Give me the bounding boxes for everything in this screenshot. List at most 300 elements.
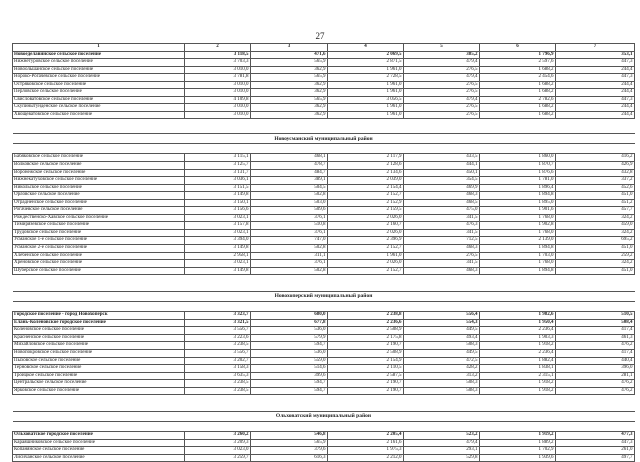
district-heading-row bbox=[13, 412, 635, 422]
value-cell: 2 152,7 bbox=[328, 245, 404, 253]
value-cell: 2 236,6 bbox=[328, 319, 404, 327]
value-cell: 556,4 bbox=[404, 312, 480, 320]
value-cell: 3 157,8 bbox=[185, 222, 251, 230]
settlement-row bbox=[13, 252, 635, 260]
value-cell: 3 023,1 bbox=[185, 214, 251, 222]
value-cell: 447,3 bbox=[556, 74, 635, 82]
settlement-row bbox=[13, 229, 635, 237]
value-cell: 461,3 bbox=[556, 334, 635, 342]
settlement-name-cell: Нижнекатуховское сельское поселение bbox=[13, 177, 185, 185]
budget-table bbox=[12, 43, 635, 462]
value-cell: 2 152,9 bbox=[328, 199, 404, 207]
value-cell: 546,8 bbox=[251, 432, 328, 440]
value-cell: 2 236,4 bbox=[480, 327, 556, 335]
value-cell: 313,2 bbox=[404, 372, 480, 380]
value-cell: 376,1 bbox=[251, 260, 328, 268]
value-cell: 341,5 bbox=[404, 214, 480, 222]
value-cell: 244,4 bbox=[556, 66, 635, 74]
value-cell: 2 139,0 bbox=[480, 237, 556, 245]
value-cell: 2 154,9 bbox=[328, 357, 404, 365]
page-number: 27 bbox=[315, 31, 325, 41]
value-cell: 1 961,0 bbox=[328, 81, 404, 89]
settlement-row bbox=[13, 334, 635, 342]
value-cell: 3 125,7 bbox=[185, 162, 251, 170]
value-cell: 276,5 bbox=[404, 66, 480, 74]
value-cell: 565,9 bbox=[251, 96, 328, 104]
settlement-name-cell: Остряковское сельское поселение bbox=[13, 81, 185, 89]
value-cell: 2 117,9 bbox=[328, 154, 404, 162]
value-cell: 447,3 bbox=[556, 59, 635, 67]
settlement-row bbox=[13, 267, 635, 275]
settlement-name-cell: Ярковское сельское поселение bbox=[13, 387, 185, 395]
value-cell: 1 796,9 bbox=[480, 51, 556, 59]
value-cell: 3 010,0 bbox=[185, 111, 251, 119]
value-cell: 3 023,1 bbox=[185, 229, 251, 237]
value-cell: 244,4 bbox=[556, 81, 635, 89]
settlement-name-cell: Бабяковское сельское поселение bbox=[13, 154, 185, 162]
value-cell: 559,0 bbox=[251, 357, 328, 365]
value-cell: 2 069,5 bbox=[328, 51, 404, 59]
settlement-name-cell: Копанянское сельское поселение bbox=[13, 447, 185, 455]
value-cell: 417,4 bbox=[556, 327, 635, 335]
value-cell: 2 597,6 bbox=[480, 59, 556, 67]
value-cell: 451,2 bbox=[556, 199, 635, 207]
value-cell: 529,8 bbox=[404, 454, 480, 462]
value-cell: 1 838,1 bbox=[480, 365, 556, 373]
column-number-cell: 4 bbox=[328, 44, 404, 52]
value-cell: 616,3 bbox=[251, 454, 328, 462]
value-cell: 376,1 bbox=[251, 229, 328, 237]
district-heading-row bbox=[13, 134, 635, 144]
value-cell: 337,2 bbox=[556, 177, 635, 185]
value-cell: 476,2 bbox=[556, 387, 635, 395]
settlement-row bbox=[13, 357, 635, 365]
value-cell: 276,5 bbox=[404, 111, 480, 119]
settlement-row bbox=[13, 387, 635, 395]
value-cell: 362,9 bbox=[251, 104, 328, 112]
value-cell: 2 154,4 bbox=[328, 184, 404, 192]
value-cell: 1 975,3 bbox=[328, 447, 404, 455]
value-cell: 354,5 bbox=[404, 177, 480, 185]
settlement-name-cell: Рождественско-Хавское сельское поселение bbox=[13, 214, 185, 222]
value-cell: 399,6 bbox=[251, 372, 328, 380]
value-cell: 510,8 bbox=[251, 222, 328, 230]
value-cell: 341,5 bbox=[404, 229, 480, 237]
value-cell: 3 158,3 bbox=[185, 365, 251, 373]
value-cell: 536,0 bbox=[251, 327, 328, 335]
value-cell: 508,3 bbox=[404, 387, 480, 395]
value-cell: 2 026,0 bbox=[328, 229, 404, 237]
value-cell: 1 889,2 bbox=[480, 439, 556, 447]
value-cell: 1 961,0 bbox=[328, 104, 404, 112]
value-cell: 362,9 bbox=[251, 81, 328, 89]
value-cell: 3 223,6 bbox=[185, 334, 251, 342]
value-cell: 1 894,8 bbox=[480, 192, 556, 200]
value-cell: 3 156,6 bbox=[185, 207, 251, 215]
settlement-name-cell: Центральское сельское поселение bbox=[13, 380, 185, 388]
value-cell: 476,2 bbox=[556, 380, 635, 388]
value-cell: 594,7 bbox=[251, 380, 328, 388]
value-cell: 2 190,7 bbox=[328, 387, 404, 395]
value-cell: 1 688,2 bbox=[480, 111, 556, 119]
value-cell: 1 950,4 bbox=[480, 319, 556, 327]
value-cell: 3 115,1 bbox=[185, 154, 251, 162]
value-cell: 475,0 bbox=[404, 207, 480, 215]
settlement-row bbox=[13, 51, 635, 59]
settlement-row bbox=[13, 327, 635, 335]
value-cell: 2 134,6 bbox=[328, 169, 404, 177]
value-cell: 1 896,4 bbox=[480, 184, 556, 192]
value-cell: 3 023,0 bbox=[185, 447, 251, 455]
settlement-row bbox=[13, 372, 635, 380]
column-number-row bbox=[13, 44, 635, 52]
value-cell: 276,5 bbox=[404, 89, 480, 97]
value-cell: 2 212,0 bbox=[328, 454, 404, 462]
settlement-name-cell: Нороко-Рогачевское сельское поселение bbox=[13, 74, 185, 82]
value-cell: 3 202,7 bbox=[185, 357, 251, 365]
value-cell: 695,2 bbox=[556, 237, 635, 245]
value-cell: 509,6 bbox=[251, 207, 328, 215]
settlement-name-cell: Коленовское сельское поселение bbox=[13, 327, 185, 335]
value-cell: 2 160,7 bbox=[328, 222, 404, 230]
column-number-cell: 1 bbox=[13, 44, 185, 52]
settlement-row bbox=[13, 312, 635, 320]
section-spacer bbox=[13, 395, 635, 412]
value-cell: 479,4 bbox=[404, 59, 480, 67]
district-heading-row bbox=[13, 292, 635, 302]
value-cell: 3 238,5 bbox=[185, 342, 251, 350]
settlement-name-cell: Усманское 1-е сельское поселение bbox=[13, 237, 185, 245]
value-cell: 565,9 bbox=[251, 74, 328, 82]
value-cell: 2 958,1 bbox=[185, 252, 251, 260]
settlement-name-cell: Новоольшанское сельское поселение bbox=[13, 66, 185, 74]
value-cell: 1 902,8 bbox=[480, 222, 556, 230]
value-cell: 478,7 bbox=[251, 162, 328, 170]
value-cell: 447,3 bbox=[556, 439, 635, 447]
value-cell: 1 961,0 bbox=[328, 89, 404, 97]
value-cell: 2 026,0 bbox=[328, 260, 404, 268]
settlement-name-cell: Никольское сельское поселение bbox=[13, 184, 185, 192]
value-cell: 324,2 bbox=[556, 260, 635, 268]
settlement-row bbox=[13, 169, 635, 177]
settlement-row bbox=[13, 380, 635, 388]
section-spacer bbox=[13, 275, 635, 292]
value-cell: 497,7 bbox=[556, 454, 635, 462]
value-cell: 1 895,0 bbox=[480, 199, 556, 207]
value-cell: 244,4 bbox=[556, 104, 635, 112]
settlement-name-cell: Нижнетуровское сельское поселение bbox=[13, 59, 185, 67]
value-cell: 468,3 bbox=[404, 192, 480, 200]
value-cell: 2 508,9 bbox=[328, 349, 404, 357]
value-cell: 396,0 bbox=[556, 365, 635, 373]
value-cell: 281,1 bbox=[556, 372, 635, 380]
settlement-row bbox=[13, 111, 635, 119]
value-cell: 1 768,0 bbox=[480, 229, 556, 237]
settlement-name-cell: Усманское 2-е сельское поселение bbox=[13, 245, 185, 253]
value-cell: 3 010,0 bbox=[185, 89, 251, 97]
value-cell: 2 175,8 bbox=[328, 334, 404, 342]
value-cell: 502,8 bbox=[251, 245, 328, 253]
settlement-name-cell: Свисловатовское сельское поселение bbox=[13, 96, 185, 104]
value-cell: 1 894,8 bbox=[480, 245, 556, 253]
settlement-row bbox=[13, 192, 635, 200]
value-cell: 554,3 bbox=[404, 319, 480, 327]
value-cell: 449,5 bbox=[404, 327, 480, 335]
value-cell: 447,3 bbox=[556, 96, 635, 104]
value-cell: 479,4 bbox=[404, 96, 480, 104]
value-cell: 1 961,0 bbox=[328, 66, 404, 74]
value-cell: 2 152,7 bbox=[328, 192, 404, 200]
value-cell: 1 876,6 bbox=[480, 169, 556, 177]
value-cell: 2 026,0 bbox=[328, 214, 404, 222]
settlement-name-cell: Тимирязевское сельское поселение bbox=[13, 222, 185, 230]
value-cell: 2 190,7 bbox=[328, 380, 404, 388]
settlement-row bbox=[13, 214, 635, 222]
value-cell: 1 768,0 bbox=[480, 214, 556, 222]
value-cell: 2 454,6 bbox=[480, 74, 556, 82]
value-cell: 416,2 bbox=[556, 154, 635, 162]
value-cell: 508,4 bbox=[556, 319, 635, 327]
value-cell: 1 781,0 bbox=[480, 177, 556, 185]
value-cell: 1 882,4 bbox=[480, 357, 556, 365]
value-cell: 3 023,1 bbox=[185, 260, 251, 268]
settlement-name-cell: Лисичанское сельское поселение bbox=[13, 454, 185, 462]
settlement-row bbox=[13, 177, 635, 185]
district-heading: Новоусманский муниципальный район bbox=[13, 134, 635, 144]
settlement-name-cell: Караяшниковское сельское поселение bbox=[13, 439, 185, 447]
value-cell: 2 205,4 bbox=[328, 432, 404, 440]
value-cell: 472,5 bbox=[404, 357, 480, 365]
settlement-row bbox=[13, 96, 635, 104]
settlement-row bbox=[13, 89, 635, 97]
settlement-name-cell: Пыховское сельское поселение bbox=[13, 357, 185, 365]
settlement-name-cell: Орловское сельское поселение bbox=[13, 192, 185, 200]
value-cell: 3 556,7 bbox=[185, 327, 251, 335]
settlement-row bbox=[13, 222, 635, 230]
value-cell: 565,9 bbox=[251, 59, 328, 67]
value-cell: 261,0 bbox=[556, 447, 635, 455]
value-cell: 3 635,3 bbox=[185, 372, 251, 380]
settlement-row bbox=[13, 260, 635, 268]
settlement-name-cell: Михайловское сельское поселение bbox=[13, 342, 185, 350]
value-cell: 503,0 bbox=[251, 199, 328, 207]
value-cell: 476,2 bbox=[556, 342, 635, 350]
value-cell: 3 238,5 bbox=[185, 387, 251, 395]
value-cell: 1 961,0 bbox=[328, 111, 404, 119]
value-cell: 680,0 bbox=[251, 312, 328, 320]
value-cell: 426,9 bbox=[556, 162, 635, 170]
settlement-row bbox=[13, 59, 635, 67]
value-cell: 677,8 bbox=[251, 319, 328, 327]
value-cell: 3 556,7 bbox=[185, 349, 251, 357]
value-cell: 3 260,2 bbox=[185, 432, 251, 440]
value-cell: 451,0 bbox=[556, 192, 635, 200]
value-cell: 3 010,0 bbox=[185, 104, 251, 112]
value-cell: 428,2 bbox=[404, 365, 480, 373]
value-cell: 2 871,5 bbox=[328, 59, 404, 67]
value-cell: 3 118,5 bbox=[185, 51, 251, 59]
settlement-row bbox=[13, 365, 635, 373]
value-cell: 3 321,5 bbox=[185, 319, 251, 327]
settlement-row bbox=[13, 81, 635, 89]
settlement-name-cell: Новоеделавинское сельское поселение bbox=[13, 51, 185, 59]
value-cell: 3 238,5 bbox=[185, 380, 251, 388]
value-cell: 449,5 bbox=[404, 349, 480, 357]
settlement-row bbox=[13, 74, 635, 82]
value-cell: 440,4 bbox=[556, 357, 635, 365]
value-cell: 514,6 bbox=[251, 365, 328, 373]
value-cell: 3 259,7 bbox=[185, 454, 251, 462]
value-cell: 1 939,6 bbox=[480, 454, 556, 462]
value-cell: 452,6 bbox=[556, 184, 635, 192]
value-cell: 3 149,8 bbox=[185, 192, 251, 200]
value-cell: 276,5 bbox=[404, 104, 480, 112]
value-cell: 362,9 bbox=[251, 66, 328, 74]
value-cell: 1 919,2 bbox=[480, 432, 556, 440]
column-number-cell: 6 bbox=[480, 44, 556, 52]
value-cell: 712,5 bbox=[404, 237, 480, 245]
settlement-name-cell: Перловское сельское поселение bbox=[13, 89, 185, 97]
settlement-name-cell: Городское поселение - город Новохоперск bbox=[13, 312, 185, 320]
settlement-name-cell: Ольховатское городское поселение bbox=[13, 432, 185, 440]
value-cell: 594,7 bbox=[251, 387, 328, 395]
value-cell: 362,9 bbox=[251, 89, 328, 97]
value-cell: 3 131,7 bbox=[185, 169, 251, 177]
value-cell: 3 149,8 bbox=[185, 267, 251, 275]
value-cell: 565,9 bbox=[251, 439, 328, 447]
value-cell: 2 782,6 bbox=[480, 96, 556, 104]
value-cell: 484,7 bbox=[251, 169, 328, 177]
value-cell: 1 918,2 bbox=[480, 380, 556, 388]
value-cell: 476,3 bbox=[404, 222, 480, 230]
value-cell: 293,1 bbox=[404, 447, 480, 455]
value-cell: 2 587,5 bbox=[328, 372, 404, 380]
value-cell: 1 768,0 bbox=[480, 260, 556, 268]
value-cell: 389,1 bbox=[251, 177, 328, 185]
value-cell: 376,1 bbox=[251, 214, 328, 222]
value-cell: 385,2 bbox=[404, 51, 480, 59]
district-heading: Новохоперский муниципальный район bbox=[13, 292, 635, 302]
value-cell: 1 702,9 bbox=[480, 447, 556, 455]
value-cell: 2 159,5 bbox=[328, 207, 404, 215]
value-cell: 502,8 bbox=[251, 192, 328, 200]
value-cell: 508,3 bbox=[404, 342, 480, 350]
value-cell: 417,4 bbox=[556, 349, 635, 357]
value-cell: 2 236,4 bbox=[480, 349, 556, 357]
value-cell: 479,4 bbox=[404, 74, 480, 82]
column-number-cell: 2 bbox=[185, 44, 251, 52]
settlement-row bbox=[13, 199, 635, 207]
settlement-row bbox=[13, 245, 635, 253]
value-cell: 510,5 bbox=[556, 312, 635, 320]
value-cell: 444,1 bbox=[404, 162, 480, 170]
value-cell: 244,4 bbox=[556, 89, 635, 97]
value-cell: 1 703,0 bbox=[480, 252, 556, 260]
value-cell: 468,3 bbox=[404, 267, 480, 275]
value-cell: 3 323,7 bbox=[185, 312, 251, 320]
value-cell: 469,9 bbox=[404, 184, 480, 192]
value-cell: 508,3 bbox=[404, 380, 480, 388]
settlement-row bbox=[13, 432, 635, 440]
column-number-cell: 5 bbox=[404, 44, 480, 52]
value-cell: 433,5 bbox=[404, 154, 480, 162]
value-cell: 579,9 bbox=[251, 334, 328, 342]
column-number-cell: 3 bbox=[251, 44, 328, 52]
settlement-row bbox=[13, 439, 635, 447]
value-cell: 457,7 bbox=[556, 207, 635, 215]
settlement-row bbox=[13, 66, 635, 74]
value-cell: 3 781,8 bbox=[185, 74, 251, 82]
value-cell: 479,4 bbox=[404, 439, 480, 447]
value-cell: 2 238,8 bbox=[328, 312, 404, 320]
value-cell: 3 036,1 bbox=[185, 177, 251, 185]
value-cell: 341,5 bbox=[404, 260, 480, 268]
settlement-row bbox=[13, 184, 635, 192]
value-cell: 2 161,6 bbox=[328, 439, 404, 447]
column-number-cell: 7 bbox=[556, 44, 635, 52]
settlement-name-cell: Хвощеватовское сельское поселение bbox=[13, 111, 185, 119]
value-cell: 1 903,3 bbox=[480, 334, 556, 342]
value-cell: 2 508,9 bbox=[328, 327, 404, 335]
settlement-row bbox=[13, 207, 635, 215]
value-cell: 1 961,0 bbox=[328, 252, 404, 260]
value-cell: 3 010,0 bbox=[185, 81, 251, 89]
value-cell: 3 010,0 bbox=[185, 66, 251, 74]
settlement-row bbox=[13, 454, 635, 462]
value-cell: 451,0 bbox=[556, 267, 635, 275]
settlement-name-cell: Рогачевское сельское поселение bbox=[13, 207, 185, 215]
settlement-name-cell: Хлебенское сельское поселение bbox=[13, 252, 185, 260]
value-cell: 747,0 bbox=[251, 237, 328, 245]
settlement-row bbox=[13, 319, 635, 327]
settlement-name-cell: Трудовское сельское поселение bbox=[13, 229, 185, 237]
value-cell: 468,5 bbox=[404, 199, 480, 207]
value-cell: 523,2 bbox=[404, 432, 480, 440]
value-cell: 276,5 bbox=[404, 252, 480, 260]
value-cell: 1 688,2 bbox=[480, 66, 556, 74]
settlement-row bbox=[13, 349, 635, 357]
settlement-name-cell: Хреновское сельское поселение bbox=[13, 260, 185, 268]
section-spacer bbox=[13, 302, 635, 312]
value-cell: 3 149,8 bbox=[185, 245, 251, 253]
settlement-name-cell: Елань-Коленовское городское поселение bbox=[13, 319, 185, 327]
settlement-row bbox=[13, 162, 635, 170]
settlement-row bbox=[13, 342, 635, 350]
value-cell: 2 039,0 bbox=[328, 177, 404, 185]
value-cell: 468,1 bbox=[251, 154, 328, 162]
value-cell: 1 982,6 bbox=[480, 312, 556, 320]
value-cell: 1 894,8 bbox=[480, 267, 556, 275]
value-cell: 2 315,1 bbox=[480, 372, 556, 380]
value-cell: 3 056,5 bbox=[328, 96, 404, 104]
value-cell: 1 901,6 bbox=[480, 207, 556, 215]
value-cell: 1 860,0 bbox=[480, 154, 556, 162]
value-cell: 2 190,7 bbox=[328, 342, 404, 350]
section-spacer bbox=[13, 144, 635, 154]
settlement-name-cell: Красненское сельское поселение bbox=[13, 334, 185, 342]
settlement-row bbox=[13, 447, 635, 455]
value-cell: 1 870,7 bbox=[480, 162, 556, 170]
value-cell: 353,1 bbox=[556, 51, 635, 59]
settlement-row bbox=[13, 154, 635, 162]
value-cell: 259,2 bbox=[556, 252, 635, 260]
value-cell: 1 688,2 bbox=[480, 81, 556, 89]
section-spacer bbox=[13, 119, 635, 134]
value-cell: 3 703,3 bbox=[185, 59, 251, 67]
settlement-name-cell: Шуберское сельское поселение bbox=[13, 267, 185, 275]
value-cell: 3 394,0 bbox=[185, 237, 251, 245]
value-cell: 2 128,6 bbox=[328, 162, 404, 170]
